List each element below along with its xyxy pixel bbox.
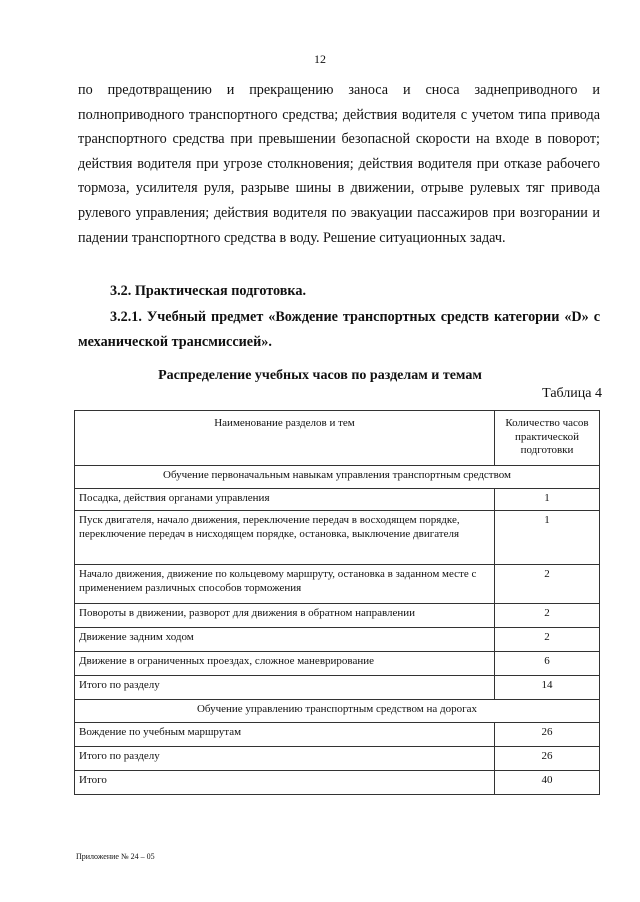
footer-note: Приложение № 24 – 05: [76, 852, 155, 861]
topic-hours: 1: [495, 511, 600, 565]
section-row: [75, 700, 600, 723]
total-row: [75, 771, 600, 795]
table-label: Таблица 4: [542, 386, 602, 401]
topic-hours: 26: [495, 723, 600, 747]
topic-name: Повороты в движении, разворот для движения в обратном направлении: [75, 604, 495, 628]
topic-name: Вождение по учебным маршрутам: [75, 723, 495, 747]
topic-hours: 2: [495, 628, 600, 652]
subtotal-name: Итого по разделу: [75, 747, 495, 771]
subtotal-hours: 14: [495, 676, 600, 700]
table-title: Распределение учебных часов по разделам и темам: [158, 368, 482, 383]
table-row: [75, 489, 600, 511]
subtotal-row: [75, 747, 600, 771]
table-row: [75, 723, 600, 747]
total-hours: 40: [495, 771, 600, 795]
topic-hours: 2: [495, 604, 600, 628]
section-row: [75, 466, 600, 489]
topic-name: Посадка, действия органами управления: [75, 489, 495, 511]
header-hours-cell: Количество часов практической подготовки: [495, 411, 600, 466]
topic-hours: 1: [495, 489, 600, 511]
section-title: Обучение первоначальным навыкам управления транспортным средством: [75, 466, 600, 489]
subtotal-row: [75, 676, 600, 700]
topic-name: Пуск двигателя, начало движения, переключение передач в восходящем порядке, переключение передач в нисходящем порядке, остановка, выключение двигателя: [75, 511, 495, 565]
total-name: Итого: [75, 771, 495, 795]
topic-hours: 2: [495, 565, 600, 604]
table-row: [75, 628, 600, 652]
header-name-cell: Наименование разделов и тем: [75, 411, 495, 466]
table-row: [75, 604, 600, 628]
table-header-row: [75, 411, 600, 466]
section-title: Обучение управлению транспортным средством на дорогах: [75, 700, 600, 723]
section-heading-3-2: 3.2. Практическая подготовка.: [110, 283, 307, 299]
topic-name: Движение задним ходом: [75, 628, 495, 652]
table-row: [75, 565, 600, 604]
subtotal-hours: 26: [495, 747, 600, 771]
topic-name: Начало движения, движение по кольцевому маршруту, остановка в заданном месте с применением различных способов торможения: [75, 565, 495, 604]
table-row: [75, 652, 600, 676]
page-number: 12: [314, 52, 326, 66]
hours-table: [74, 410, 600, 795]
subtotal-name: Итого по разделу: [75, 676, 495, 700]
section-heading-3-2-1: 3.2.1. Учебный предмет «Вождение транспортных средств категории «D» с механической трансмиссией».: [78, 309, 600, 350]
topic-name: Движение в ограниченных проездах, сложное маневрирование: [75, 652, 495, 676]
topic-hours: 6: [495, 652, 600, 676]
table-row: [75, 511, 600, 565]
body-paragraph: по предотвращению и прекращению заноса и сноса заднеприводного и полноприводного транспортного средства; действия водителя с учетом типа привода транспортного средства при превышении безопасной скорости на входе в поворот; действия водителя при угрозе столкновения; действия водителя при отказе рабочего тормоза, усилителя руля, разрыве шины в движении, отрыве рулевых тяг привода рулевого управления; действия водителя по эвакуации пассажиров при возгорании и падении транспортного средства в воду. Решение ситуационных задач.: [78, 82, 600, 246]
